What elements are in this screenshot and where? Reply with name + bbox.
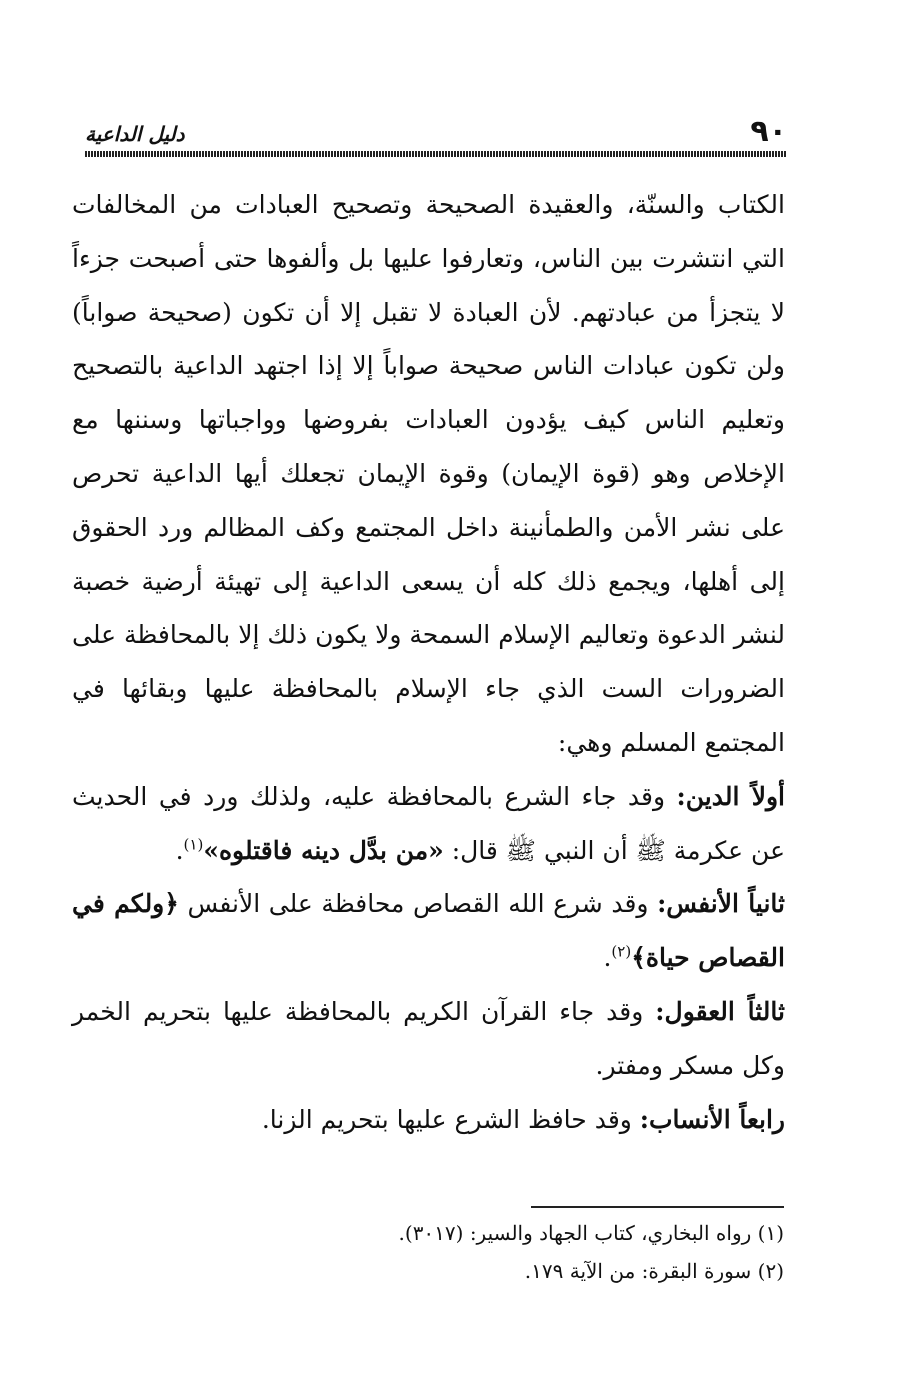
hadith-quote: «من بدَّل دينه فاقتلوه» xyxy=(203,835,444,865)
point-text: وقد شرع الله القصاص محافظة على الأنفس xyxy=(178,889,658,919)
point-religion xyxy=(72,770,785,878)
point-souls xyxy=(72,877,785,985)
page-number: ٩٠ xyxy=(750,114,787,149)
header-rule xyxy=(85,151,787,157)
point-lineage xyxy=(72,1093,785,1147)
point-label: رابعاً الأنساب: xyxy=(639,1104,785,1134)
point-label: أولاً الدين: xyxy=(676,781,785,811)
page-header xyxy=(85,110,787,150)
running-title: دليل الداعية xyxy=(85,122,185,146)
point-label: ثانياً الأنفس: xyxy=(657,889,786,919)
point-minds xyxy=(72,985,785,1093)
footnotes xyxy=(184,1214,784,1290)
point-text: وقد جاء الشرع بالمحافظة عليه، ولذلك ورد في الحديث عن عكرمة ﷺ أن النبي ﷺ قال: xyxy=(72,781,785,865)
quran-quote: ﴿ولكم في القصاص حياة﴾ xyxy=(72,889,785,973)
intro-paragraph: الكتاب والسنّة، والعقيدة الصحيحة وتصحيح العبادات من المخالفات التي انتشرت بين الناس، وتعارفوا عليها بل وألفوها حتى أصبحت جزءاً لا يتجزأ من عبادتهم. لأن العبادة لا تقبل إلا أن تكون (صحيحة صواباً) ولن تكون عبادات الناس صحيحة صواباً إلا إذا اجتهد الداعية بالتصحيح وتعليم الناس كيف يؤدون العبادات بفروضها وواجباتها وسننها مع الإخلاص وهو (قوة الإيمان) وقوة الإيمان تجعلك أيها الداعية تحرص على نشر الأمن والطمأنينة داخل المجتمع وكف المظالم ورد الحقوق إلى أهلها، ويجمع ذلك كله أن يسعى الداعية إلى تهيئة أرضية خصبة لنشر الدعوة وتعاليم الإسلام السمحة ولا يكون ذلك إلا بالمحافظة على الضرورات الست الذي جاء الإسلام بالمحافظة عليها وبقائها في المجتمع المسلم وهي: xyxy=(72,190,785,757)
footnote-ref: (٢) xyxy=(611,942,632,961)
point-end: . xyxy=(603,943,612,973)
point-text: وقد حافظ الشرع عليها بتحريم الزنا. xyxy=(261,1104,640,1134)
footnote-1: (١) رواه البخاري، كتاب الجهاد والسير: (٣٠١٧). xyxy=(398,1221,784,1245)
point-label: ثالثاً العقول: xyxy=(655,996,786,1026)
point-end: . xyxy=(175,835,184,865)
footnote-ref: (١) xyxy=(183,835,204,854)
point-text: وقد جاء القرآن الكريم بالمحافظة عليها بتحريم الخمر وكل مسكر ومفتر. xyxy=(72,996,785,1080)
footnote-2: (٢) سورة البقرة: من الآية ١٧٩. xyxy=(524,1259,784,1283)
footnote-rule xyxy=(531,1206,784,1208)
body-text xyxy=(72,178,785,1146)
